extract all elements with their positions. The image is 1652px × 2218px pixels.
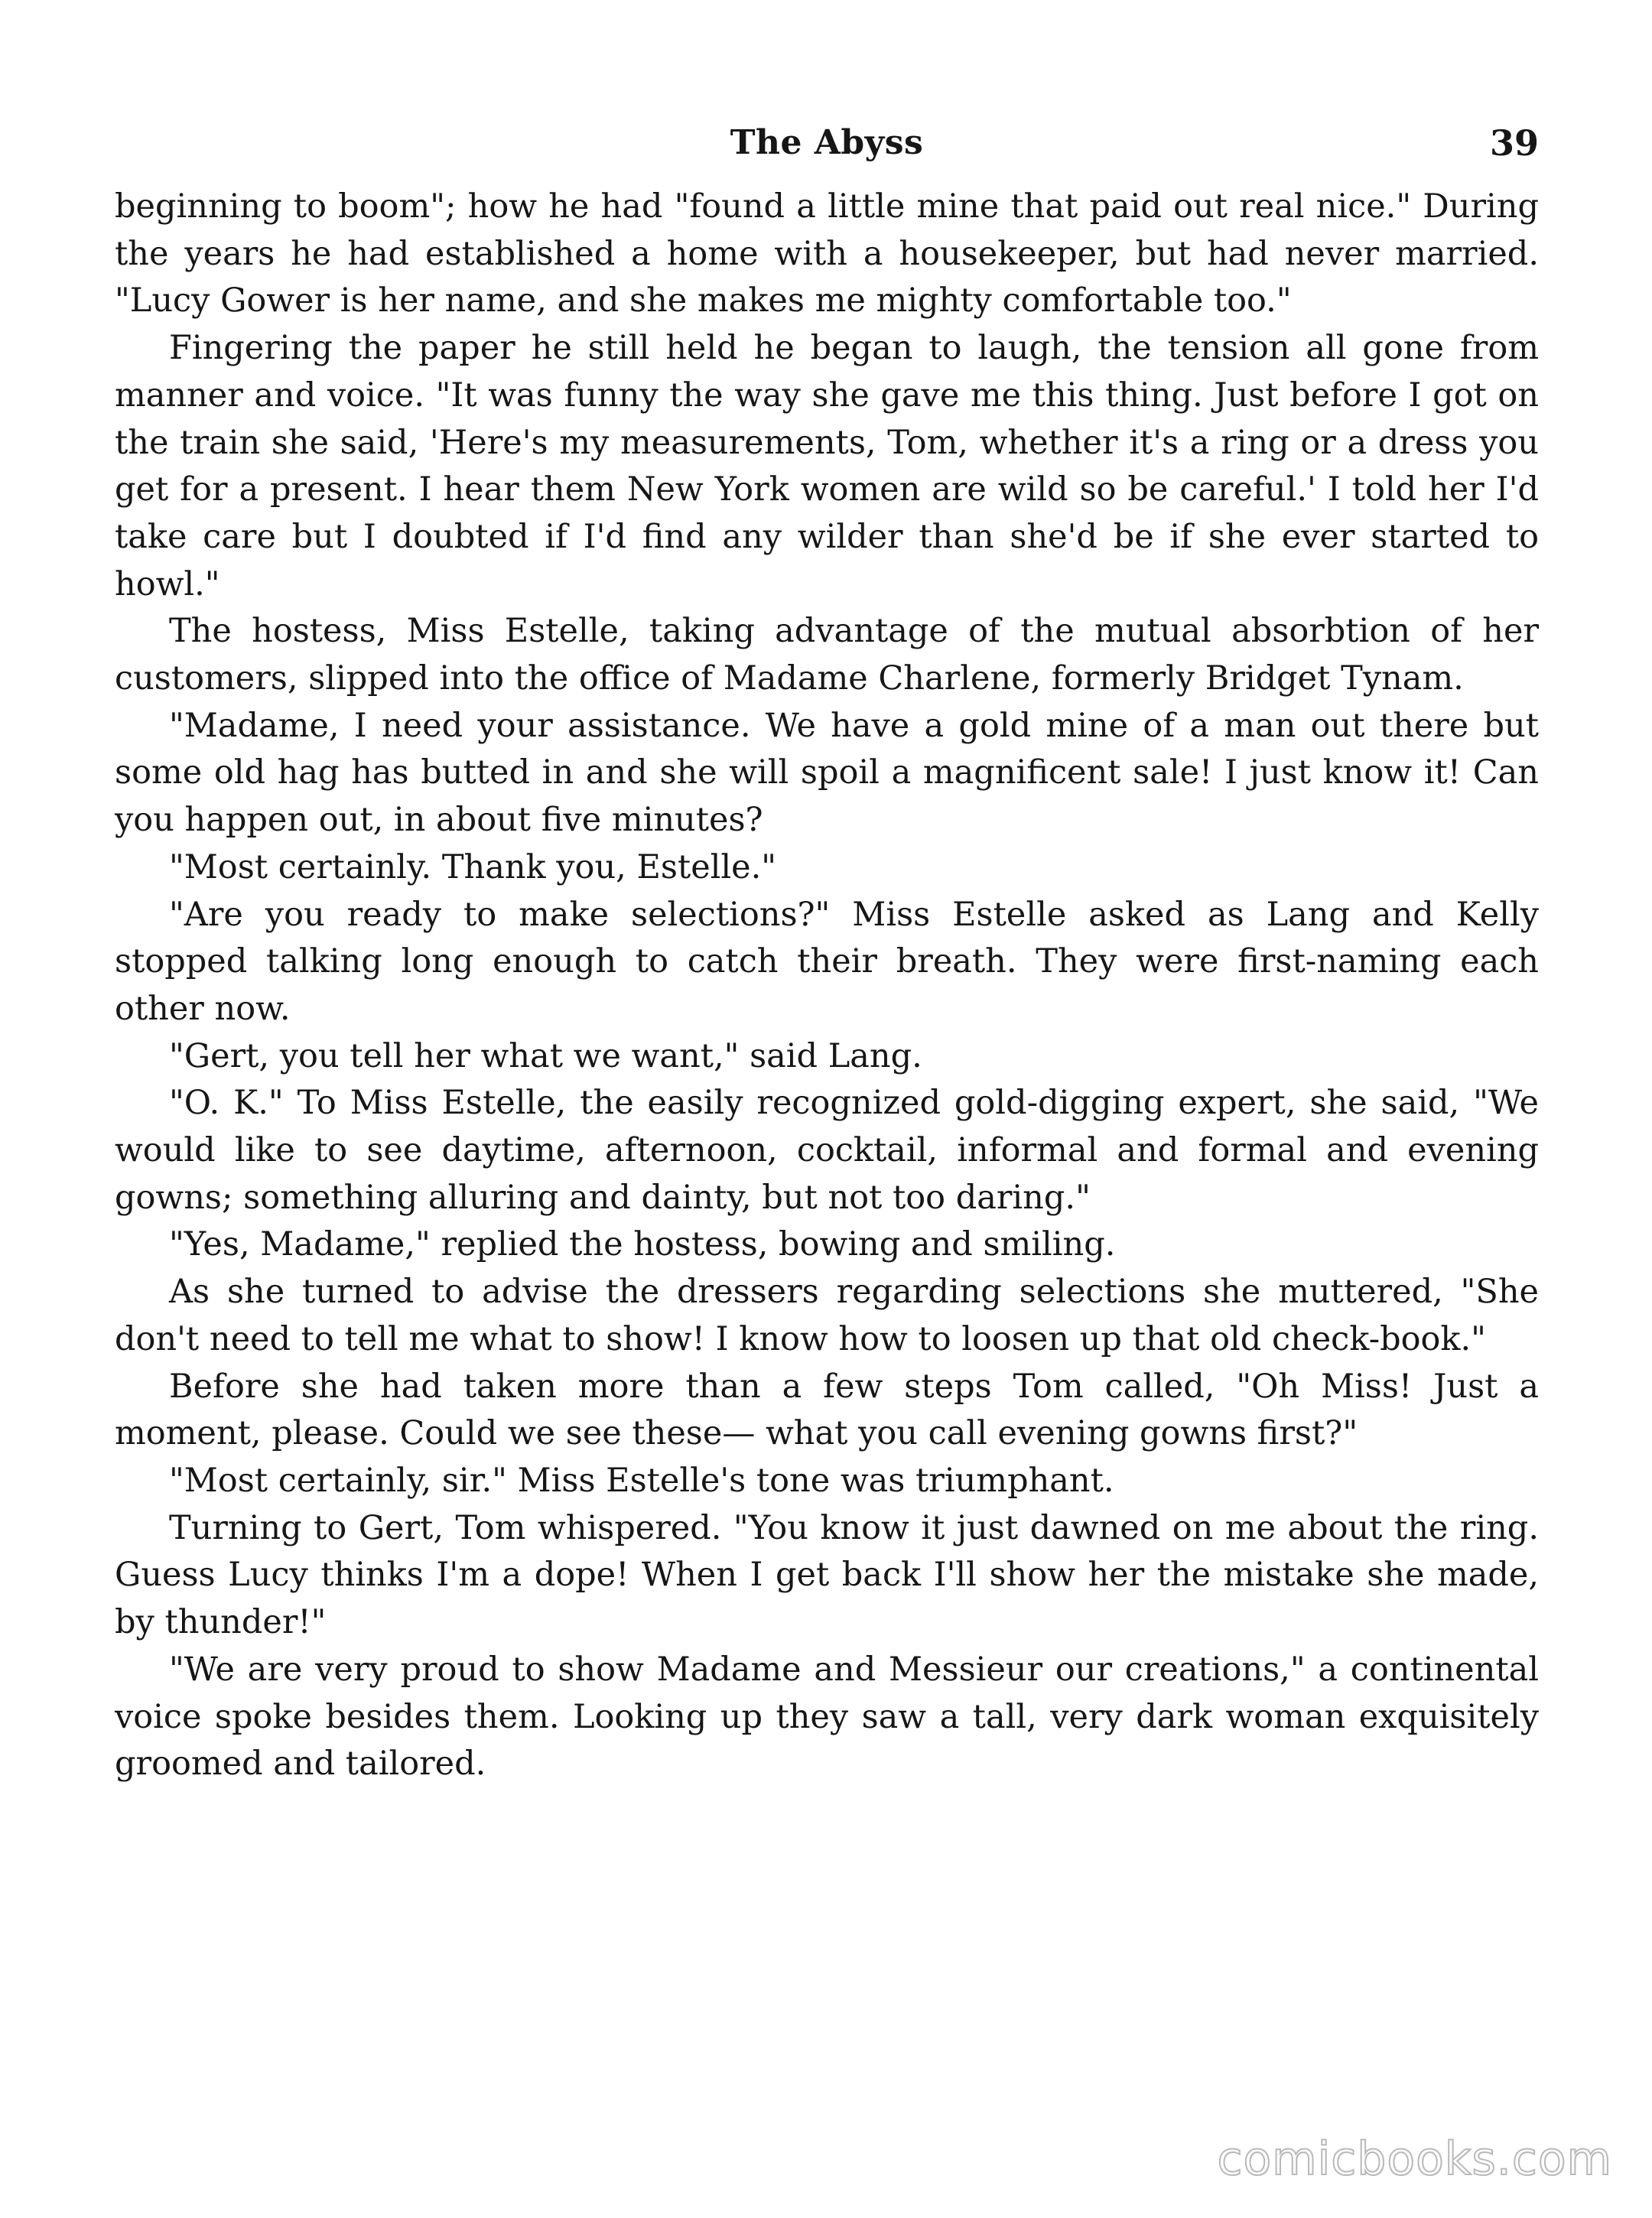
page-number: 39 (1489, 122, 1539, 164)
paragraph: "Most certainly, sir." Miss Estelle's tone was triumphant. (169, 1461, 1114, 1500)
paragraph: Turning to Gert, Tom whispered. "You know it just dawned on me about the ring. Guess Lucy thinks I'm a dope! When I get back I'll show her the mistake she made, by thunder!" (115, 1508, 1539, 1642)
paragraph: "O. K." To Miss Estelle, the easily recognized gold-digging expert, she said, "We would like to see daytime, afternoon, cocktail, informal and formal and evening gowns; something alluring and dainty, but not too daring." (115, 1084, 1539, 1217)
paragraph: "We are very proud to show Madame and Messieur our creations," a continental voice spoke besides them. Looking up they saw a tall, very dark woman exquisitely groomed and tailored. (115, 1650, 1539, 1784)
watermark: comicbooks.com (1217, 2132, 1612, 2186)
paragraph: "Yes, Madame," replied the hostess, bowing and smiling. (169, 1225, 1116, 1264)
paragraph: Before she had taken more than a few steps Tom called, "Oh Miss! Just a moment, please. Could we see these— what you call evening gowns first?" (115, 1367, 1539, 1453)
paragraph: "Most certainly. Thank you, Estelle." (169, 847, 777, 886)
paragraph: Fingering the paper he still held he began to laugh, the tension all gone from manner and voice. "It was funny the way she gave me this thing. Just before I got on the train she said, 'Here's my measurements, Tom, whether it's a ring or a dress you get for a present. I hear them New York women are wild so be careful.' I told her I'd take care but I doubted if I'd find any wilder than she'd be if she ever started to howl." (115, 329, 1539, 603)
paragraph: The hostess, Miss Estelle, taking advantage of the mutual absorbtion of her customers, slipped into the office of Madame Charlene, formerly Bridget Tynam. (115, 612, 1539, 698)
running-title: The Abyss (730, 123, 924, 162)
paragraph: "Gert, you tell her what we want," said Lang. (169, 1036, 922, 1075)
body-text (115, 184, 1539, 1788)
paragraph: "Madame, I need your assistance. We have a gold mine of a man out there but some old hag has butted in and she will spoil a magnificent sale! I just know it! Can you happen out, in about five minutes? (115, 706, 1539, 840)
paragraph: As she turned to advise the dressers regarding selections she muttered, "She don't need to tell me what to show! I know how to loosen up that old check-book." (115, 1273, 1539, 1358)
paragraph-continued: beginning to boom"; how he had "found a little mine that paid out real nice." During the years he had established a home with a housekeeper, but had never married. "Lucy Gower is her name, and she makes me mighty comfortable too." (115, 187, 1539, 320)
page-header (115, 116, 1539, 170)
paragraph: "Are you ready to make selections?" Miss Estelle asked as Lang and Kelly stopped talking long enough to catch their breath. They were first-naming each other now. (115, 895, 1539, 1028)
